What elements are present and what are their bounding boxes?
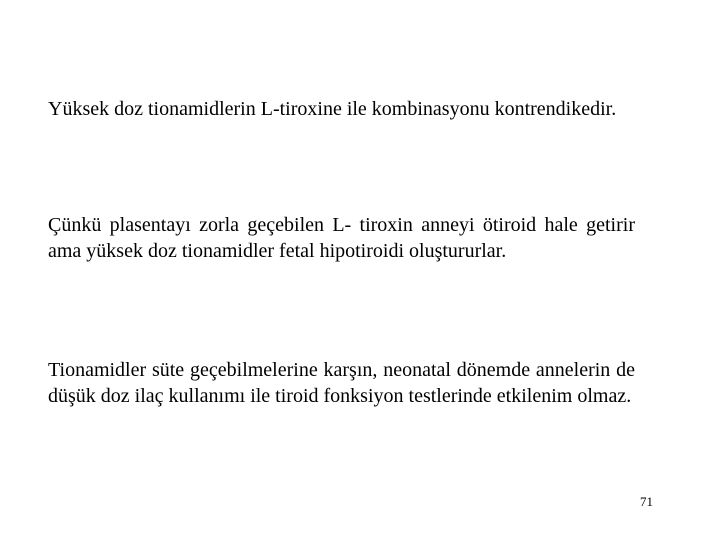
paragraph-combination-contraindication: Yüksek doz tionamidlerin L-tiroxine ile kombinasyonu kontrendikedir. — [48, 98, 617, 120]
paragraph-placenta-explanation: Çünkü plasentayı zorla geçebilen L- tiroxin anneyi ötiroid hale getirir ama yüksek doz tionamidler fetal hipotiroidi oluştururlar. — [48, 214, 635, 262]
page-number: 71 — [640, 494, 653, 509]
paragraph-breast-milk: Tionamidler süte geçebilmelerine karşın, neonatal dönemde annelerin de düşük doz ilaç kullanımı ile tiroid fonksiyon testlerinde etkilenim olmaz. — [48, 359, 635, 407]
